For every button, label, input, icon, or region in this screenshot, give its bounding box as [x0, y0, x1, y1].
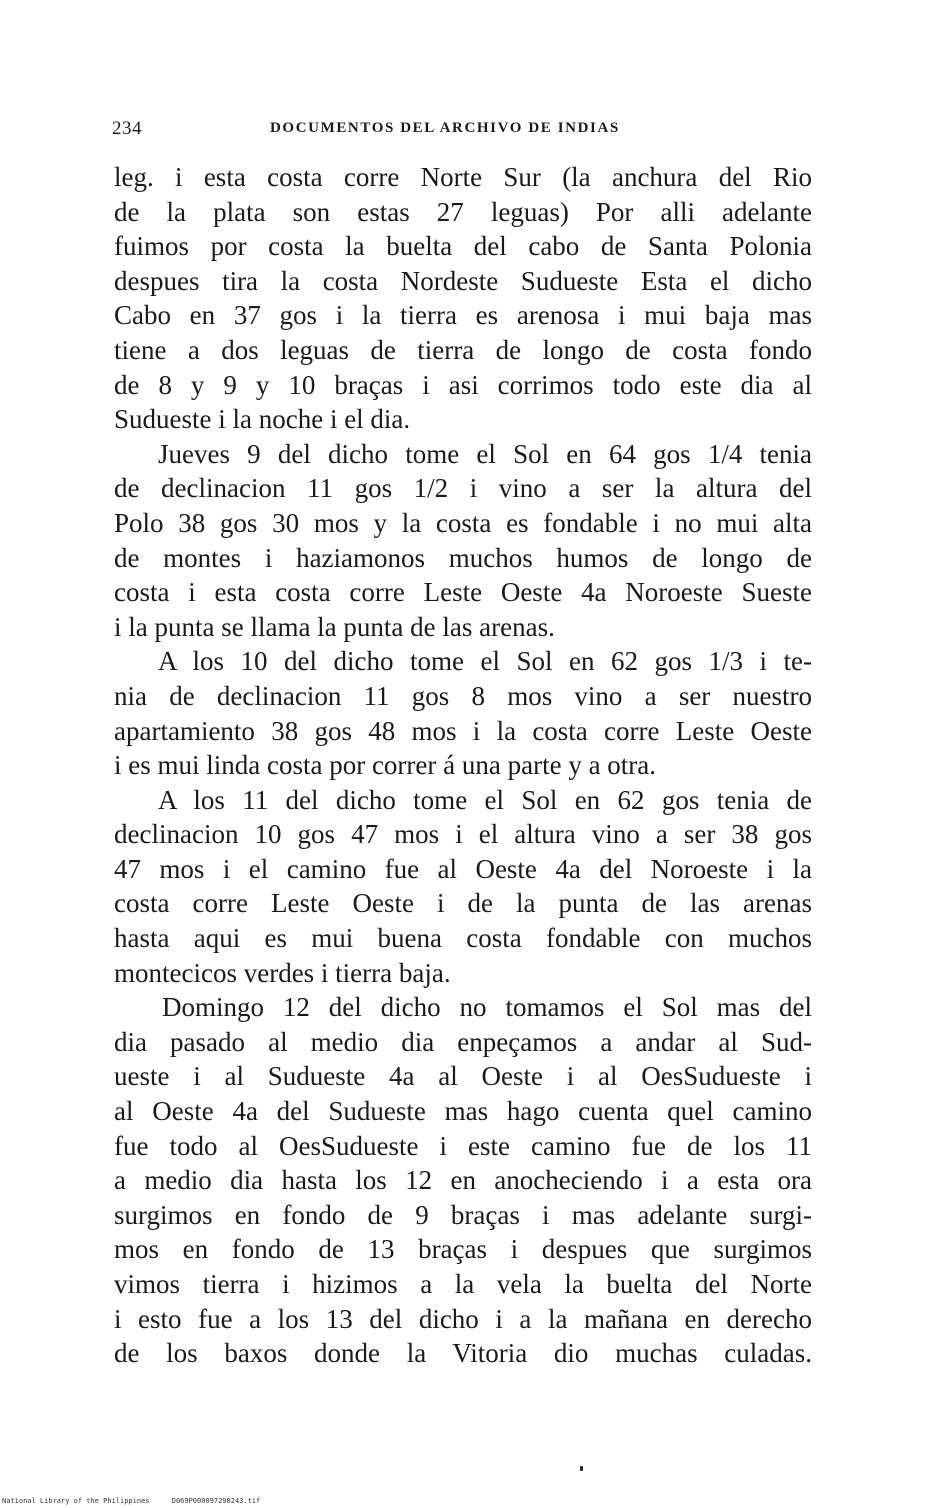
text-line: fue todo al OesSudueste i este camino fue de los 11: [114, 1130, 812, 1161]
text-line: al Oeste 4a del Sudueste mas hago cuenta quel camino: [114, 1096, 812, 1127]
text-line: mos en fondo de 13 braças i despues que surgimos: [114, 1234, 812, 1265]
text-line: de montes i haziamonos muchos humos de longo de: [114, 542, 812, 573]
text-line: A los 10 del dicho tome el Sol en 62 gos 1/3 i te-: [158, 646, 812, 677]
library-name: National Library of the Philippines: [2, 1497, 150, 1505]
text-line: Cabo en 37 gos i la tierra es arenosa i mui baja mas: [114, 300, 812, 331]
text-line: tiene a dos leguas de tierra de longo de costa fondo: [114, 334, 812, 365]
text-line: 47 mos i el camino fue al Oeste 4a del Noroeste i la: [114, 853, 812, 884]
text-line: surgimos en fondo de 9 braças i mas adelante surgi-: [114, 1199, 812, 1230]
running-title: DOCUMENTOS DEL ARCHIVO DE INDIAS: [270, 120, 620, 136]
text-line: i es mui linda costa por correr á una parte y a otra.: [114, 750, 657, 781]
document-body: [114, 160, 812, 1371]
text-line: declinacion 10 gos 47 mos i el altura vino a ser 38 gos: [114, 819, 812, 850]
page-header: [112, 118, 812, 148]
print-speck: [580, 1466, 583, 1471]
text-line: de declinacion 11 gos 1/2 i vino a ser la altura del: [114, 473, 812, 504]
text-line: fuimos por costa la buelta del cabo de Santa Polonia: [114, 231, 812, 262]
text-line: de la plata son estas 27 leguas) Por alli adelante: [114, 196, 812, 227]
scan-footer: [2, 1497, 278, 1505]
text-line: Jueves 9 del dicho tome el Sol en 64 gos 1/4 tenia: [158, 438, 812, 469]
text-line: A los 11 del dicho tome el Sol en 62 gos tenia de: [158, 784, 812, 815]
text-line: Polo 38 gos 30 mos y la costa es fondable i no mui alta: [114, 507, 812, 538]
text-line: leg. i esta costa corre Norte Sur (la anchura del Rio: [114, 162, 812, 192]
text-line: de los baxos donde la Vitoria dio muchas culadas.: [114, 1338, 812, 1369]
file-id: D069P000097290243.tif: [171, 1497, 261, 1505]
text-line: despues tira la costa Nordeste Sudueste Esta el dicho: [114, 265, 812, 296]
text-line: dia pasado al medio dia enpeçamos a andar al Sud-: [114, 1026, 812, 1057]
text-line: montecicos verdes i tierra baja.: [114, 957, 451, 988]
text-line: nia de declinacion 11 gos 8 mos vino a ser nuestro: [114, 680, 812, 711]
text-line: ueste i al Sudueste 4a al Oeste i al OesSudueste i: [114, 1061, 812, 1092]
text-line: vimos tierra i hizimos a la vela la buelta del Norte: [114, 1269, 812, 1299]
text-line: Sudueste i la noche i el dia.: [114, 404, 411, 435]
text-line: costa corre Leste Oeste i de la punta de las arenas: [114, 888, 812, 919]
text-line: i la punta se llama la punta de las arenas.: [114, 611, 555, 642]
text-line: a medio dia hasta los 12 en anocheciendo i a esta ora: [114, 1165, 812, 1196]
page-number: 234: [112, 118, 142, 139]
text-line: costa i esta costa corre Leste Oeste 4a Noroeste Sueste: [114, 577, 812, 608]
text-line: hasta aqui es mui buena costa fondable con muchos: [114, 923, 812, 954]
text-line: Domingo 12 del dicho no tomamos el Sol mas del: [162, 992, 812, 1023]
text-line: de 8 y 9 y 10 braças i asi corrimos todo este dia al: [114, 369, 812, 400]
text-line: i esto fue a los 13 del dicho i a la mañana en derecho: [114, 1303, 812, 1334]
text-line: apartamiento 38 gos 48 mos i la costa corre Leste Oeste: [114, 715, 812, 746]
